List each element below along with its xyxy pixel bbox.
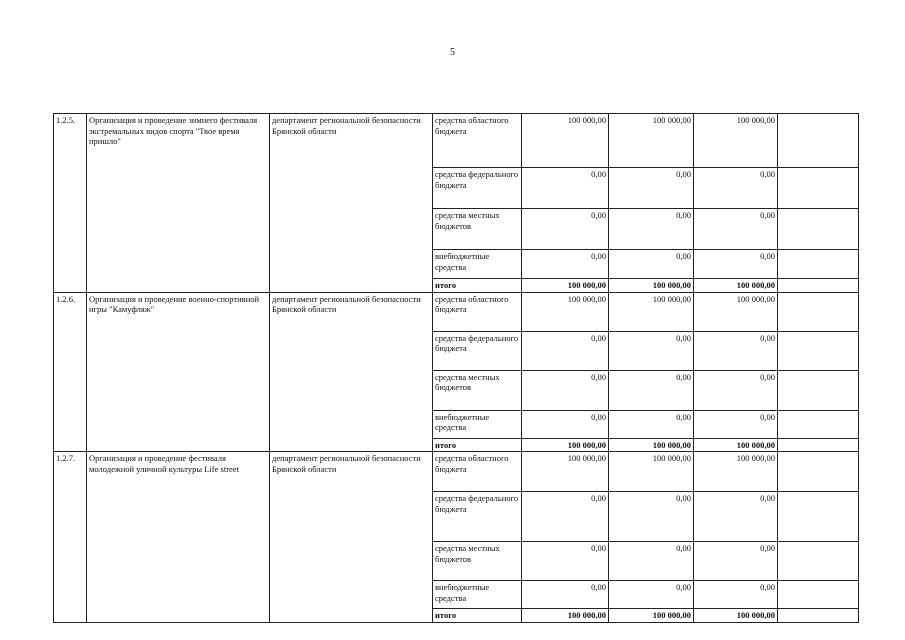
amount-cell: 0,00 [609, 542, 694, 581]
empty-cell [778, 542, 859, 581]
amount-cell: 0,00 [694, 542, 778, 581]
section-executor: департамент региональной безопасности Брянской области [270, 452, 433, 623]
empty-cell [778, 609, 859, 623]
amount-cell: 0,00 [609, 209, 694, 250]
amount-cell: 0,00 [522, 410, 609, 438]
total-amount: 100 000,00 [522, 279, 609, 293]
table-row [54, 452, 859, 492]
amount-cell: 0,00 [522, 542, 609, 581]
amount-cell: 0,00 [609, 370, 694, 410]
total-amount: 100 000,00 [522, 609, 609, 623]
budget-table [53, 113, 859, 623]
amount-cell: 100 000,00 [522, 452, 609, 492]
funding-source: средства областного бюджета [433, 452, 522, 492]
empty-cell [778, 292, 859, 331]
empty-cell [778, 114, 859, 168]
amount-cell: 0,00 [609, 331, 694, 370]
total-amount: 100 000,00 [609, 438, 694, 452]
total-label: итого [433, 279, 522, 293]
amount-cell: 100 000,00 [694, 114, 778, 168]
total-label: итого [433, 438, 522, 452]
total-label: итого [433, 609, 522, 623]
total-amount: 100 000,00 [609, 279, 694, 293]
amount-cell: 0,00 [609, 492, 694, 542]
table-row [54, 114, 859, 168]
amount-cell: 100 000,00 [609, 452, 694, 492]
funding-source: средства федерального бюджета [433, 168, 522, 209]
empty-cell [778, 438, 859, 452]
amount-cell: 0,00 [694, 581, 778, 609]
page-number: 5 [450, 47, 455, 58]
amount-cell: 0,00 [609, 410, 694, 438]
amount-cell: 100 000,00 [694, 452, 778, 492]
amount-cell: 0,00 [522, 168, 609, 209]
section-code: 1.2.6. [54, 292, 87, 452]
amount-cell: 100 000,00 [694, 292, 778, 331]
amount-cell: 0,00 [522, 492, 609, 542]
total-amount: 100 000,00 [609, 609, 694, 623]
funding-source: внебюджетные средства [433, 581, 522, 609]
amount-cell: 0,00 [694, 168, 778, 209]
section-code: 1.2.7. [54, 452, 87, 623]
funding-source: средства федерального бюджета [433, 331, 522, 370]
amount-cell: 100 000,00 [609, 114, 694, 168]
amount-cell: 100 000,00 [609, 292, 694, 331]
amount-cell: 0,00 [694, 410, 778, 438]
total-amount: 100 000,00 [694, 609, 778, 623]
empty-cell [778, 452, 859, 492]
empty-cell [778, 581, 859, 609]
amount-cell: 0,00 [522, 331, 609, 370]
section-title: Организация и проведение военно-спортивной игры "Камуфляж" [87, 292, 270, 452]
empty-cell [778, 250, 859, 279]
funding-source: средства местных бюджетов [433, 542, 522, 581]
section-title: Организация и проведение зимнего фестиваля экстремальных видов спорта "Твое время пришло" [87, 114, 270, 293]
funding-source: средства местных бюджетов [433, 209, 522, 250]
amount-cell: 0,00 [609, 250, 694, 279]
amount-cell: 0,00 [609, 168, 694, 209]
amount-cell: 0,00 [694, 492, 778, 542]
empty-cell [778, 410, 859, 438]
amount-cell: 0,00 [609, 581, 694, 609]
amount-cell: 0,00 [694, 209, 778, 250]
section-code: 1.2.5. [54, 114, 87, 293]
empty-cell [778, 279, 859, 293]
amount-cell: 0,00 [522, 209, 609, 250]
empty-cell [778, 168, 859, 209]
amount-cell: 0,00 [522, 250, 609, 279]
empty-cell [778, 209, 859, 250]
amount-cell: 0,00 [694, 370, 778, 410]
funding-source: средства областного бюджета [433, 114, 522, 168]
total-amount: 100 000,00 [694, 438, 778, 452]
section-title: Организация и проведение фестиваля молодежной уличной культуры Life street [87, 452, 270, 623]
amount-cell: 100 000,00 [522, 292, 609, 331]
section-executor: департамент региональной безопасности Брянской области [270, 292, 433, 452]
empty-cell [778, 331, 859, 370]
funding-source: средства местных бюджетов [433, 370, 522, 410]
total-amount: 100 000,00 [522, 438, 609, 452]
amount-cell: 0,00 [694, 250, 778, 279]
amount-cell: 0,00 [522, 370, 609, 410]
amount-cell: 0,00 [694, 331, 778, 370]
table-row [54, 292, 859, 331]
funding-source: внебюджетные средства [433, 250, 522, 279]
funding-source: внебюджетные средства [433, 410, 522, 438]
amount-cell: 100 000,00 [522, 114, 609, 168]
funding-source: средства областного бюджета [433, 292, 522, 331]
amount-cell: 0,00 [522, 581, 609, 609]
total-amount: 100 000,00 [694, 279, 778, 293]
empty-cell [778, 492, 859, 542]
section-executor: департамент региональной безопасности Брянской области [270, 114, 433, 293]
funding-source: средства федерального бюджета [433, 492, 522, 542]
empty-cell [778, 370, 859, 410]
